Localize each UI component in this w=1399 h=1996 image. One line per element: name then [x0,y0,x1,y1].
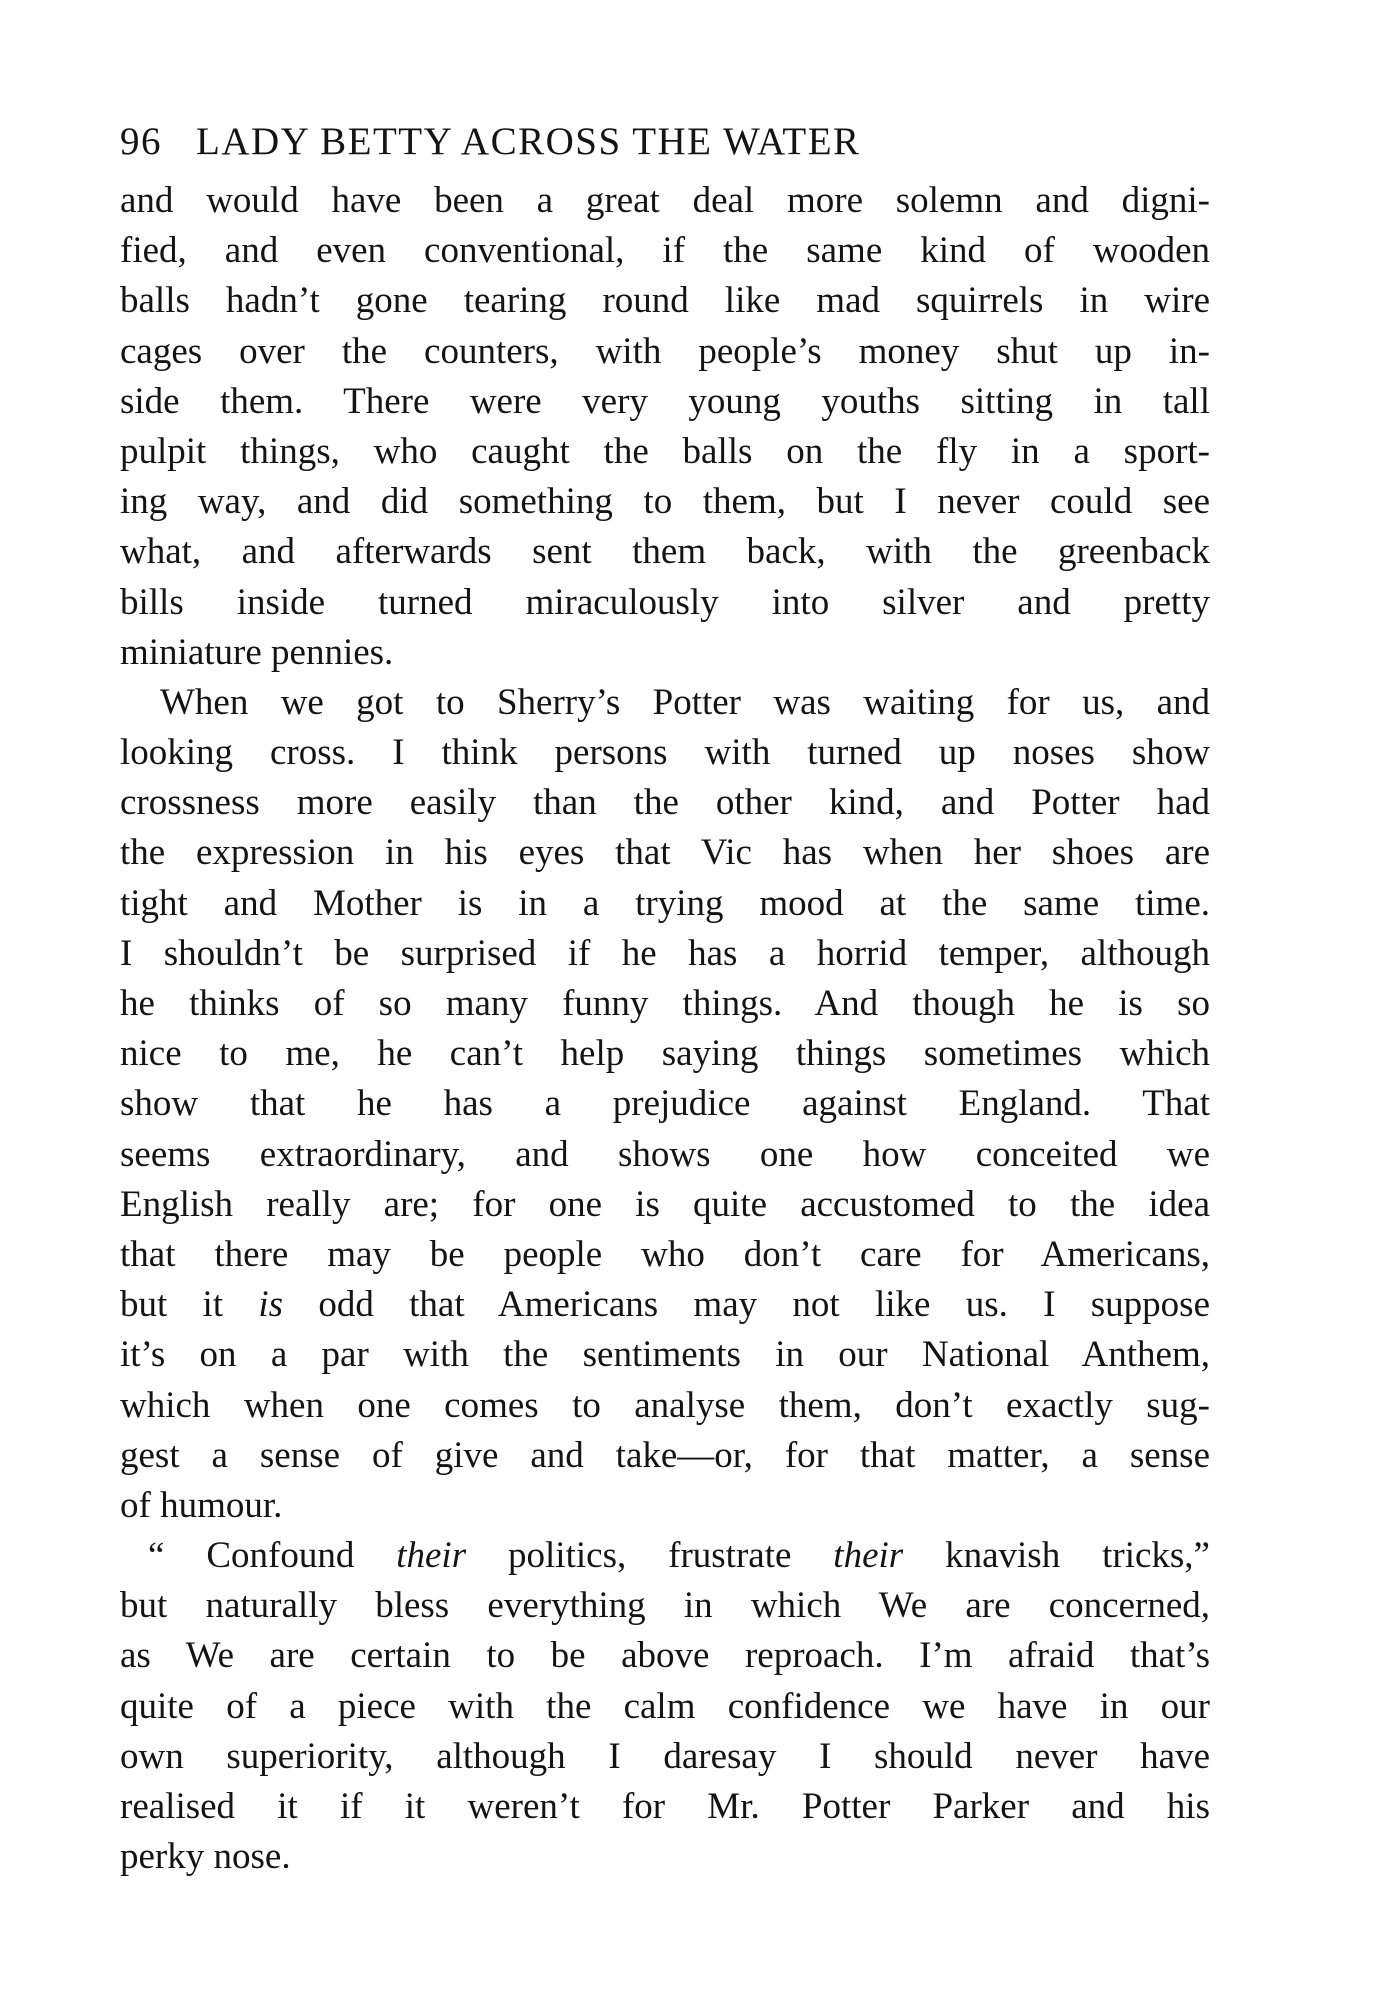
text-run: odd that Americans may not like us. I suppose [283,1284,1210,1326]
text-run: politics, frustrate [466,1535,834,1577]
book-page [120,112,1210,1882]
text-line: as We are certain to be above reproach. I’m afraid that’s [120,1635,1210,1677]
text-line: tight and Mother is in a trying mood at the same time. [120,882,1210,924]
text-line: balls hadn’t gone tearing round like mad squirrels in wire [120,280,1210,322]
text-line: and would have been a great deal more solemn and digni- [120,180,1210,221]
text-line: that there may be people who don’t care for Americans, [120,1233,1210,1275]
text-line: he thinks of so many funny things. And though he is so [120,983,1210,1024]
italic-emphasis: is [258,1284,284,1326]
body-text [120,176,1210,1882]
text-line: English really are; for one is quite accustomed to the idea [120,1183,1210,1225]
text-line: gest a sense of give and take—or, for that matter, a sense [120,1434,1210,1476]
text-line: realised it if it weren’t for Mr. Potter Parker and his [120,1786,1210,1827]
text-line: I shouldn’t be surprised if he has a horrid temper, although [120,932,1210,974]
text-line: miniature pennies. [120,631,394,673]
text-run: knavish tricks,” [903,1535,1210,1577]
text-line: show that he has a prejudice against England. That [120,1083,1210,1125]
text-line: looking cross. I think persons with turned up noses show [120,732,1210,774]
text-line: but naturally bless everything in which We are concerned, [120,1585,1210,1627]
running-head [120,112,1210,172]
paragraph-3 [120,1531,1210,1882]
text-line: the expression in his eyes that Vic has when her shoes are [120,832,1210,874]
text-line: which when one comes to analyse them, don’t exactly sug- [120,1384,1210,1426]
text-line: what, and afterwards sent them back, with the greenback [120,531,1210,573]
text-line: own superiority, although I daresay I should never have [120,1735,1210,1777]
text-line: of humour. [120,1484,283,1526]
text-line: quite of a piece with the calm confidence we have in our [120,1685,1210,1727]
text-line: bills inside turned miraculously into silver and pretty [120,581,1210,623]
text-run: but it [120,1284,259,1326]
text-line: cages over the counters, with people’s money shut up in- [120,330,1210,372]
text-line: side them. There were very young youths sitting in tall [120,380,1210,422]
running-title: LADY BETTY ACROSS THE WATER [196,120,861,163]
text-line: pulpit things, who caught the balls on the fly in a sport- [120,430,1210,472]
text-line: seems extraordinary, and shows one how conceited we [120,1133,1210,1175]
text-line [120,1280,1210,1330]
text-line: nice to me, he can’t help saying things sometimes which [120,1033,1210,1075]
text-run: “ Confound [148,1535,397,1577]
text-line: it’s on a par with the sentiments in our National Anthem, [120,1334,1210,1376]
text-line: fied, and even conventional, if the same kind of wooden [120,230,1210,272]
text-line [120,1531,1210,1581]
text-line: perky nose. [120,1836,291,1878]
italic-emphasis: their [833,1535,904,1577]
italic-emphasis: their [396,1535,467,1577]
text-line: crossness more easily than the other kind, and Potter had [120,782,1210,824]
text-line: When we got to Sherry’s Potter was waiting for us, and [160,681,1210,723]
paragraph-2 [120,678,1210,1531]
paragraph-1 [120,176,1210,678]
page-number: 96 [120,120,162,163]
text-line: ing way, and did something to them, but I never could see [120,481,1210,523]
